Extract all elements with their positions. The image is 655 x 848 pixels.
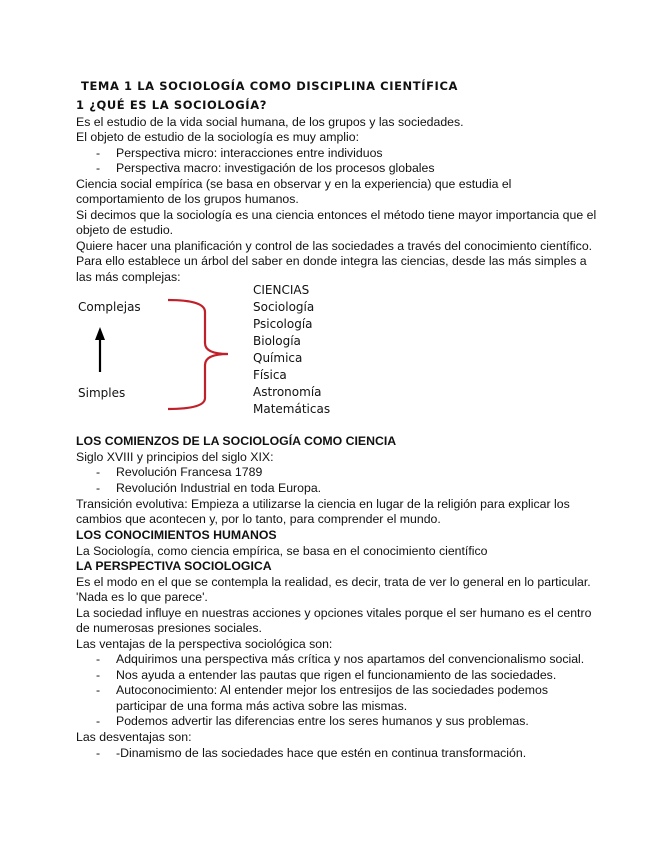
list-item: Nos ayuda a entender las pautas que rigen el funcionamiento de las sociedades. <box>116 668 557 682</box>
bullet-marker: - <box>96 481 101 495</box>
science-item: Biología <box>253 334 301 348</box>
bullet-marker: - <box>96 746 101 760</box>
diagram-label-complejas: Complejas <box>78 300 141 314</box>
paragraph-line: de numerosas presiones sociales. <box>76 621 262 635</box>
diagram-label-simples: Simples <box>78 386 126 400</box>
paragraph-line: Transición evolutiva: Empieza a utilizarse la ciencia en lugar de la religión para explicar los <box>76 497 570 511</box>
bullet-marker: - <box>96 161 101 175</box>
list-item-continuation: participar de una forma más activa sobre las mismas. <box>116 699 408 713</box>
paragraph-line: Es el estudio de la vida social humana, de los grupos y las sociedades. <box>76 115 464 129</box>
paragraph-line: Ciencia social empírica (se basa en observar y en la experiencia) que estudia el <box>76 177 512 191</box>
bullet-marker: - <box>96 465 101 479</box>
paragraph-line: Es el modo en el que se contempla la realidad, es decir, trata de ver lo general en lo particular. <box>76 575 591 589</box>
list-item: Revolución Francesa 1789 <box>116 465 263 479</box>
science-item: Física <box>253 368 287 382</box>
paragraph-line: Para ello establece un árbol del saber en donde integra las ciencias, desde las más simples a <box>76 254 587 268</box>
science-item: Matemáticas <box>253 402 331 416</box>
paragraph-line: Quiere hacer una planificación y control de las sociedades a través del conocimiento científico. <box>76 239 593 253</box>
up-arrow-icon <box>95 327 105 372</box>
list-item: Autoconocimiento: Al entender mejor los entresijos de las sociedades podemos <box>116 683 549 697</box>
bullet-marker: - <box>96 652 101 666</box>
paragraph-line: La Sociología, como ciencia empírica, se basa en el conocimiento científico <box>76 544 488 558</box>
section-heading-comienzos: LOS COMIENZOS DE LA SOCIOLOGÍA COMO CIENCIA <box>76 434 397 448</box>
diagram-header-ciencias: CIENCIAS <box>253 283 310 297</box>
paragraph-line: 'Nada es lo que parece'. <box>76 590 208 604</box>
curly-bracket <box>168 300 228 409</box>
science-item: Química <box>253 351 303 365</box>
paragraph-line: Las desventajas son: <box>76 730 192 744</box>
paragraph-line: objeto de estudio. <box>76 223 174 237</box>
science-item: Sociología <box>253 300 315 314</box>
science-item: Astronomía <box>253 385 322 399</box>
paragraph-line: Si decimos que la sociología es una ciencia entonces el método tiene mayor importancia que el <box>76 208 597 222</box>
section-heading-perspectiva: LA PERSPECTIVA SOCIOLOGICA <box>76 559 272 573</box>
list-item: Adquirimos una perspectiva más crítica y nos apartamos del convencionalismo social. <box>116 652 585 666</box>
bullet-marker: - <box>96 714 101 728</box>
paragraph-line: Las ventajas de la perspectiva sociológica son: <box>76 637 333 651</box>
paragraph-line: El objeto de estudio de la sociología es muy amplio: <box>76 130 359 144</box>
bullet-marker: - <box>96 683 101 697</box>
section-heading-conocimientos: LOS CONOCIMIENTOS HUMANOS <box>76 528 277 542</box>
list-item: Revolución Industrial en toda Europa. <box>116 481 322 495</box>
list-item: Perspectiva macro: investigación de los procesos globales <box>116 161 435 175</box>
paragraph-line: cambios que acontecen y, por lo tanto, para comprender el mundo. <box>76 512 441 526</box>
paragraph-line: comportamiento de los grupos humanos. <box>76 192 299 206</box>
list-item: Podemos advertir las diferencias entre los seres humanos y sus problemas. <box>116 714 529 728</box>
bullet-marker: - <box>96 146 101 160</box>
list-item: -Dinamismo de las sociedades hace que estén en continua transformación. <box>116 746 527 760</box>
paragraph-line: las más complejas: <box>76 270 181 284</box>
section-heading-que-es: 1 ¿QUÉ ES LA SOCIOLOGÍA? <box>76 98 267 112</box>
bullet-marker: - <box>96 668 101 682</box>
document-title: TEMA 1 LA SOCIOLOGÍA COMO DISCIPLINA CIENTÍFICA <box>81 79 458 93</box>
list-item: Perspectiva micro: interacciones entre individuos <box>116 146 383 160</box>
science-item: Psicología <box>253 317 313 331</box>
paragraph-line: Siglo XVIII y principios del siglo XIX: <box>76 450 274 464</box>
paragraph-line: La sociedad influye en nuestras acciones y opciones vitales porque el ser humano es el centro <box>76 606 592 620</box>
